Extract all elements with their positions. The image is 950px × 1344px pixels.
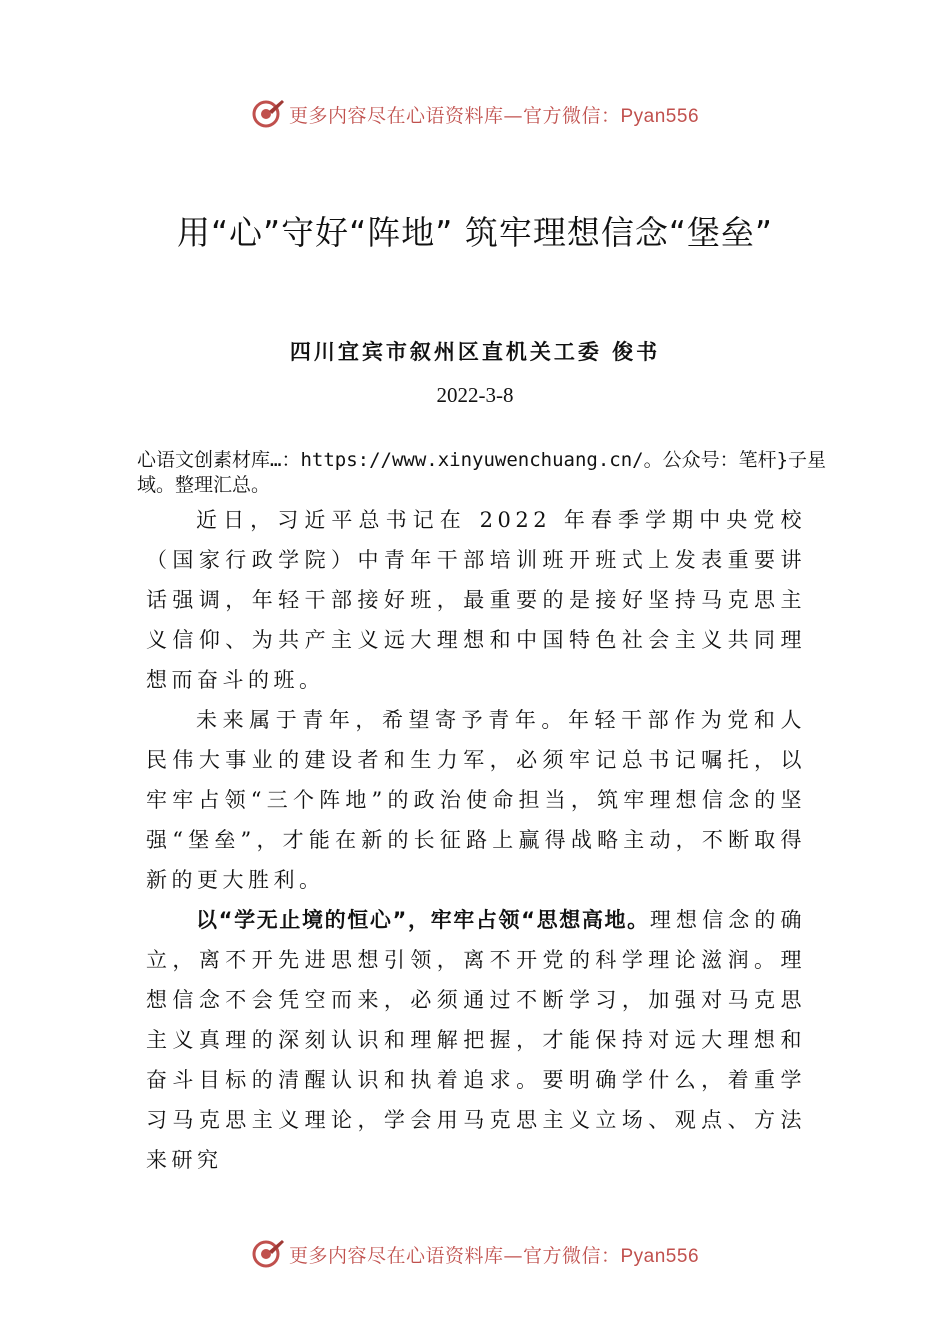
paragraph: 近日，习近平总书记在 2022 年春季学期中央党校（国家行政学院）中青年干部培训班开班式上发表重要讲话强调，年轻干部接好班，最重要的是接好坚持马克思主义信仰、为共产主义远大理想和中国特色社会主义共同理想而奋斗的班。 [146,508,806,692]
publish-date: 2022-3-8 [436,383,514,407]
section-text: 理想信念的确立，离不开先进思想引领，离不开党的科学理论滋润。理想信念不会凭空而来，必须通过不断学习，加强对马克思主义真理的深刻认识和理解把握，才能保持对远大理想和奋斗目标的清醒认识和执着追求。要明确学什么，着重学习马克思主义理论，学会用马克思主义立场、观点、方法来研究 [146,908,807,1172]
article-body [146,500,806,1180]
section-paragraph [146,900,806,1180]
watermark-text: 更多内容尽在心语资料库—官方微信：Pyan556 [288,104,700,127]
watermark-text: 更多内容尽在心语资料库—官方微信：Pyan556 [288,1244,700,1267]
article-title: 用“心”守好“阵地” 筑牢理想信念“堡垒” [176,213,774,252]
pen-logo-icon [251,97,285,131]
watermark-banner-top [0,92,950,136]
section-heading: 以“学无止境的恒心”，牢牢占领“思想高地。 [196,908,650,932]
pen-logo-icon [251,1237,285,1271]
paragraph: 未来属于青年，希望寄予青年。年轻干部作为党和人民伟大事业的建设者和生力军，必须牢记总书记嘱托，以牢牢占领“三个阵地”的政治使命担当，筑牢理想信念的坚强“堡垒”，才能在新的长征路上赢得战略主动，不断取得新的更大胜利。 [146,708,806,892]
watermark-banner-bottom [0,1232,950,1276]
source-note: 心语文创素材库…：https://www.xinyuwenchuang.cn/。公众号：笔杆}子星域。整理汇总。 [137,449,827,496]
author-line: 四川宜宾市叙州区直机关工委 俊书 [289,339,661,364]
